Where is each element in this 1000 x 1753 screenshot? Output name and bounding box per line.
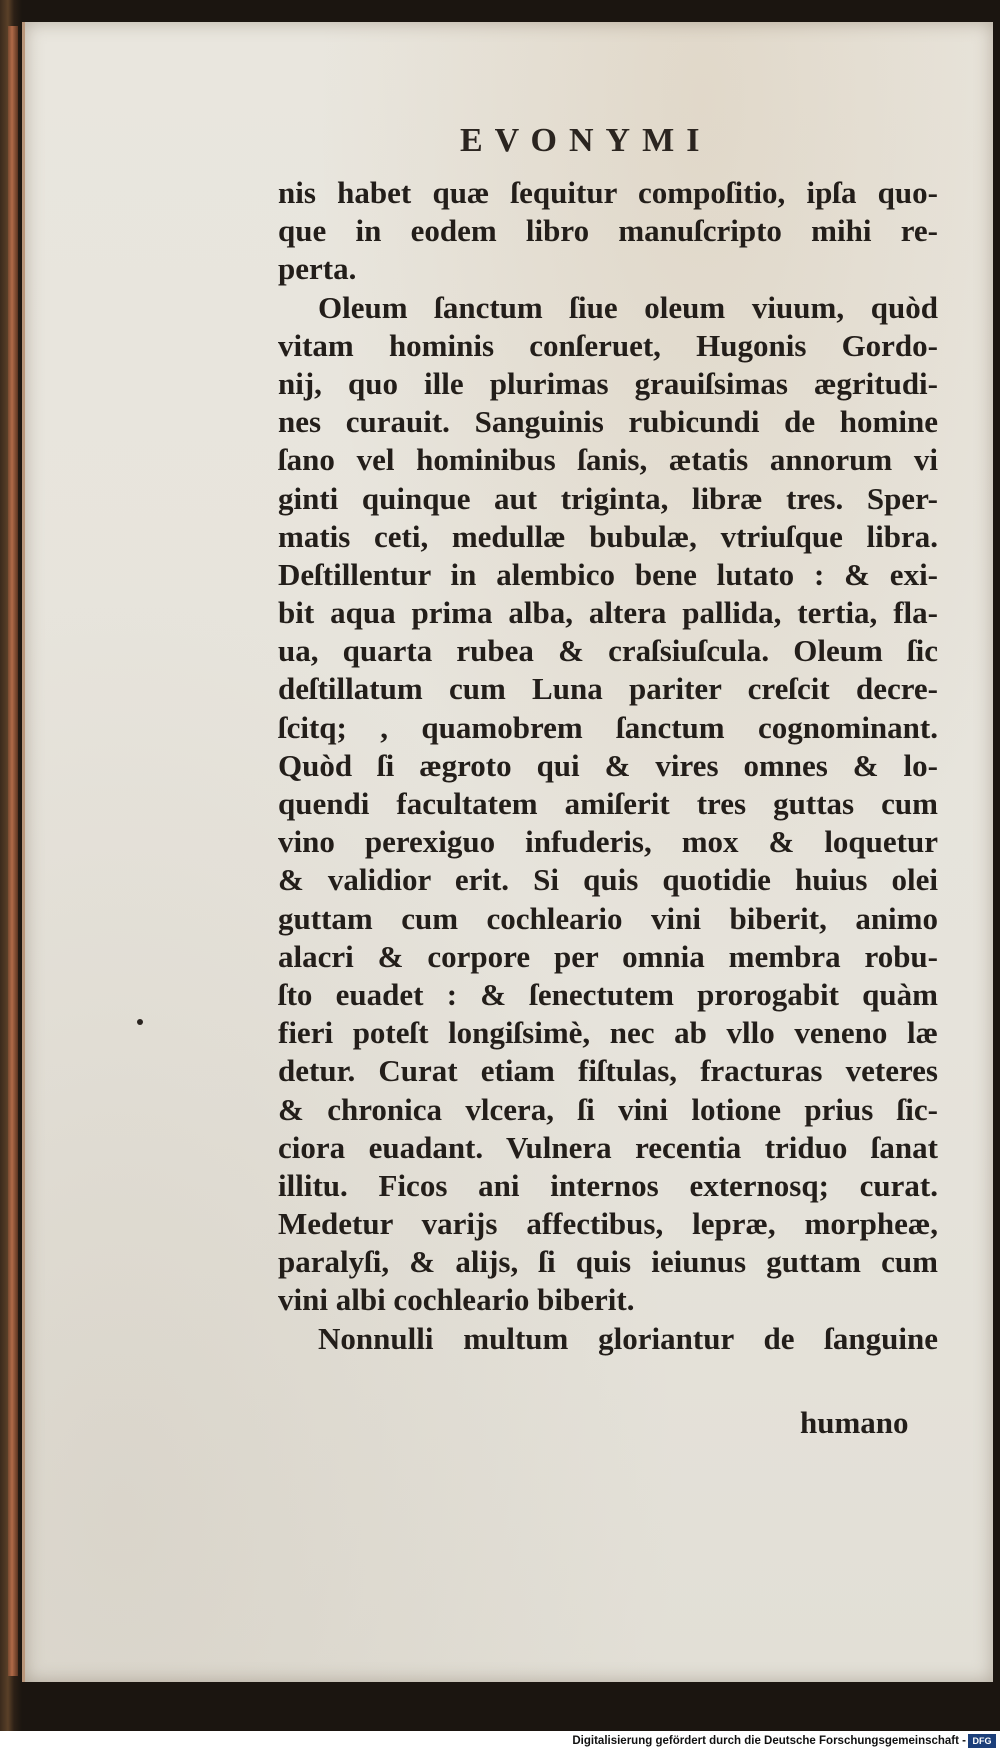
text-line: & chronica vlcera, ſi vini lotione prius ſic- [278, 1091, 938, 1127]
text-line: nij, quo ille plurimas grauiſsimas ægritudi- [278, 365, 938, 401]
text-line: quendi facultatem amiſerit tres guttas cum [278, 786, 938, 821]
dfg-logo: DFG [968, 1734, 996, 1748]
body-text [278, 174, 938, 1358]
text-line: ſcitq; , quamobrem ſanctum cognominant. [278, 709, 938, 745]
text-line: ginti quinque aut triginta, libræ tres. Sper- [278, 480, 938, 516]
margin-ink-spot [137, 1019, 143, 1025]
text-line: bit aqua prima alba, altera pallida, tertia, fla- [278, 595, 938, 631]
text-line: guttam cum cochleario vini biberit, animo [278, 900, 938, 936]
text-line: & validior erit. Si quis quotidie huius olei [278, 862, 938, 898]
text-line: alacri & corpore per omnia membra robu- [278, 938, 938, 974]
book-edge [8, 26, 18, 1676]
text-line: Medetur varijs affectibus, lepræ, morpheæ, [278, 1206, 938, 1242]
text-line: Nonnulli multum gloriantur de ſanguine [318, 1320, 938, 1356]
text-line: vino perexiguo infuderis, mox & loquetur [278, 824, 938, 860]
text-line: vitam hominis conſeruet, Hugonis Gordo- [278, 327, 938, 363]
running-head: EVONYMI [460, 122, 712, 159]
text-line: nes curauit. Sanguinis rubicundi de homine [278, 404, 938, 440]
text-line: fieri poteſt longiſsimè, nec ab vllo veneno læ [278, 1015, 938, 1051]
text-line: ſto euadet : & ſenectutem prorogabit quàm [278, 976, 938, 1012]
text-line: Quòd ſi ægroto qui & vires omnes & lo- [278, 747, 938, 783]
text-line: perta. [278, 251, 357, 287]
digitization-credit: Digitalisierung gefördert durch die Deutsche Forschungsgemeinschaft - [572, 1735, 966, 1747]
text-line: que in eodem libro manuſcripto mihi re- [278, 213, 938, 249]
text-line: deſtillatum cum Luna pariter creſcit decre- [278, 671, 938, 707]
text-line: detur. Curat etiam fiſtulas, fracturas veteres [278, 1053, 938, 1089]
text-line: ua, quarta rubea & craſsiuſcula. Oleum ſic [278, 633, 938, 669]
catchword: humano [800, 1405, 909, 1440]
text-line: ſano vel hominibus ſanis, ætatis annorum vi [278, 442, 938, 478]
text-line: ciora euadant. Vulnera recentia triduo ſanat [278, 1129, 938, 1165]
text-line: matis ceti, medullæ bubulæ, vtriuſque libra. [278, 518, 938, 554]
text-line: Deſtillentur in alembico bene lutato : & exi- [278, 556, 938, 592]
text-line: paralyſi, & alijs, ſi quis ieiunus guttam cum [278, 1244, 938, 1280]
text-line: nis habet quæ ſequitur compoſitio, ipſa quo- [278, 175, 938, 210]
text-line: Oleum ſanctum ſiue oleum viuum, quòd [318, 289, 938, 325]
text-line: vini albi cochleario biberit. [278, 1282, 635, 1318]
text-line: illitu. Ficos ani internos externosq; curat. [278, 1167, 938, 1203]
